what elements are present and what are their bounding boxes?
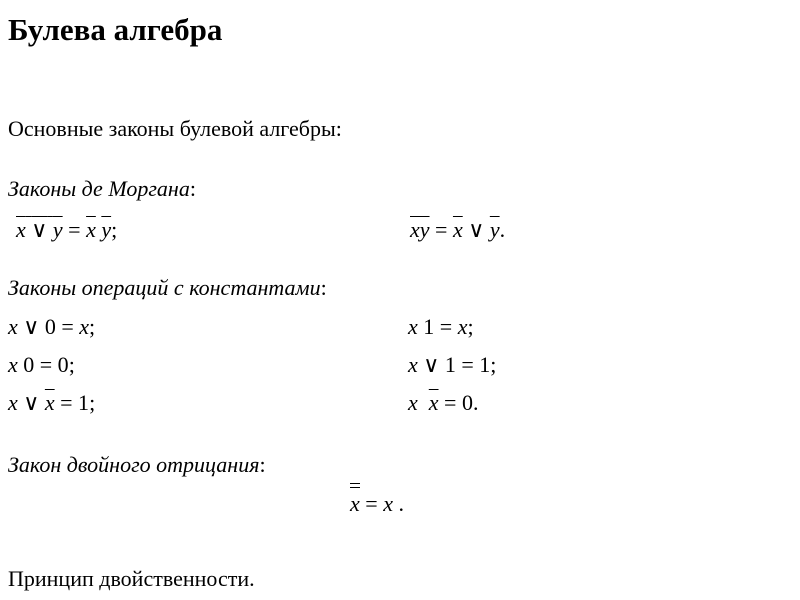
var-x: x xyxy=(408,390,418,415)
operator-text: ∨ 1 = 1 xyxy=(417,352,491,377)
semicolon: ; xyxy=(467,314,474,339)
double-negated-x: x xyxy=(350,491,360,516)
equals-symbol: = xyxy=(68,217,81,242)
equals-symbol: = xyxy=(359,491,384,516)
semicolon: ; xyxy=(490,352,497,377)
demorgan-formula-left xyxy=(16,217,117,243)
constants-heading-label: Законы операций с константами xyxy=(8,275,321,300)
operator-text: 0 = 0 xyxy=(17,352,69,377)
constants-heading-colon: : xyxy=(320,275,327,300)
semicolon: ; xyxy=(111,217,118,242)
demorgan-heading xyxy=(8,176,196,202)
var-x: x xyxy=(8,390,18,415)
constant-law-or-one xyxy=(408,352,496,378)
constant-law-or-zero xyxy=(8,314,95,340)
double-negation-formula xyxy=(350,491,404,517)
negated-disjunction xyxy=(16,217,63,242)
equals-symbol: = xyxy=(435,217,448,242)
intro-text: Основные законы булевой алгебры: xyxy=(8,116,342,141)
page-title: Булева алгебра xyxy=(8,12,223,47)
operator-text: = 0 xyxy=(438,390,473,415)
operator-text xyxy=(418,390,429,415)
duality-principle: Принцип двойственности. xyxy=(8,566,255,591)
var-x: x xyxy=(8,352,18,377)
period: . xyxy=(472,390,479,415)
double-negation-heading-label: Закон двойного отрицания xyxy=(8,452,260,477)
negated-y: $\overline{y}$ xyxy=(101,217,112,242)
constant-law-and-zero xyxy=(8,352,75,378)
double-negation-heading-colon: : xyxy=(259,452,266,477)
negated-x: $\overline{x}$ xyxy=(44,390,55,415)
negated-x: $\overline{x}$ xyxy=(428,390,439,415)
or-symbol: ∨ xyxy=(468,217,485,242)
demorgan-heading-colon: : xyxy=(189,176,196,201)
var-x: x xyxy=(16,217,26,242)
var-x: x xyxy=(408,314,418,339)
negated-y: $\overline{y}$ xyxy=(489,217,500,242)
var-x: x xyxy=(408,352,418,377)
operator-text: ∨ xyxy=(17,390,45,415)
operator-text: = 1 xyxy=(54,390,90,415)
negated-x: $\overline{x}$ xyxy=(452,217,463,242)
period: . xyxy=(392,491,404,516)
period: . xyxy=(499,217,506,242)
var-x: x xyxy=(383,491,393,516)
semicolon: ; xyxy=(89,314,96,339)
demorgan-formula-right xyxy=(410,217,505,243)
double-negation-heading xyxy=(8,452,266,478)
var-y: y xyxy=(52,217,63,242)
negated-x: $\overline{x}$ xyxy=(86,217,96,242)
constants-heading xyxy=(8,275,327,301)
negated-product: $\overline{xy}$ xyxy=(410,217,430,242)
var-x: x xyxy=(8,314,18,339)
constant-law-excluded-middle xyxy=(8,390,95,416)
constant-law-contradiction xyxy=(408,390,478,416)
semicolon: ; xyxy=(68,352,75,377)
operator-text: 1 = xyxy=(417,314,458,339)
var-x: x xyxy=(79,314,90,339)
or-symbol: ∨ xyxy=(31,217,48,242)
operator-text: ∨ 0 = xyxy=(17,314,80,339)
demorgan-heading-label: Законы де Моргана xyxy=(8,176,190,201)
semicolon: ; xyxy=(89,390,96,415)
constant-law-and-one xyxy=(408,314,474,340)
var-x: x xyxy=(457,314,468,339)
